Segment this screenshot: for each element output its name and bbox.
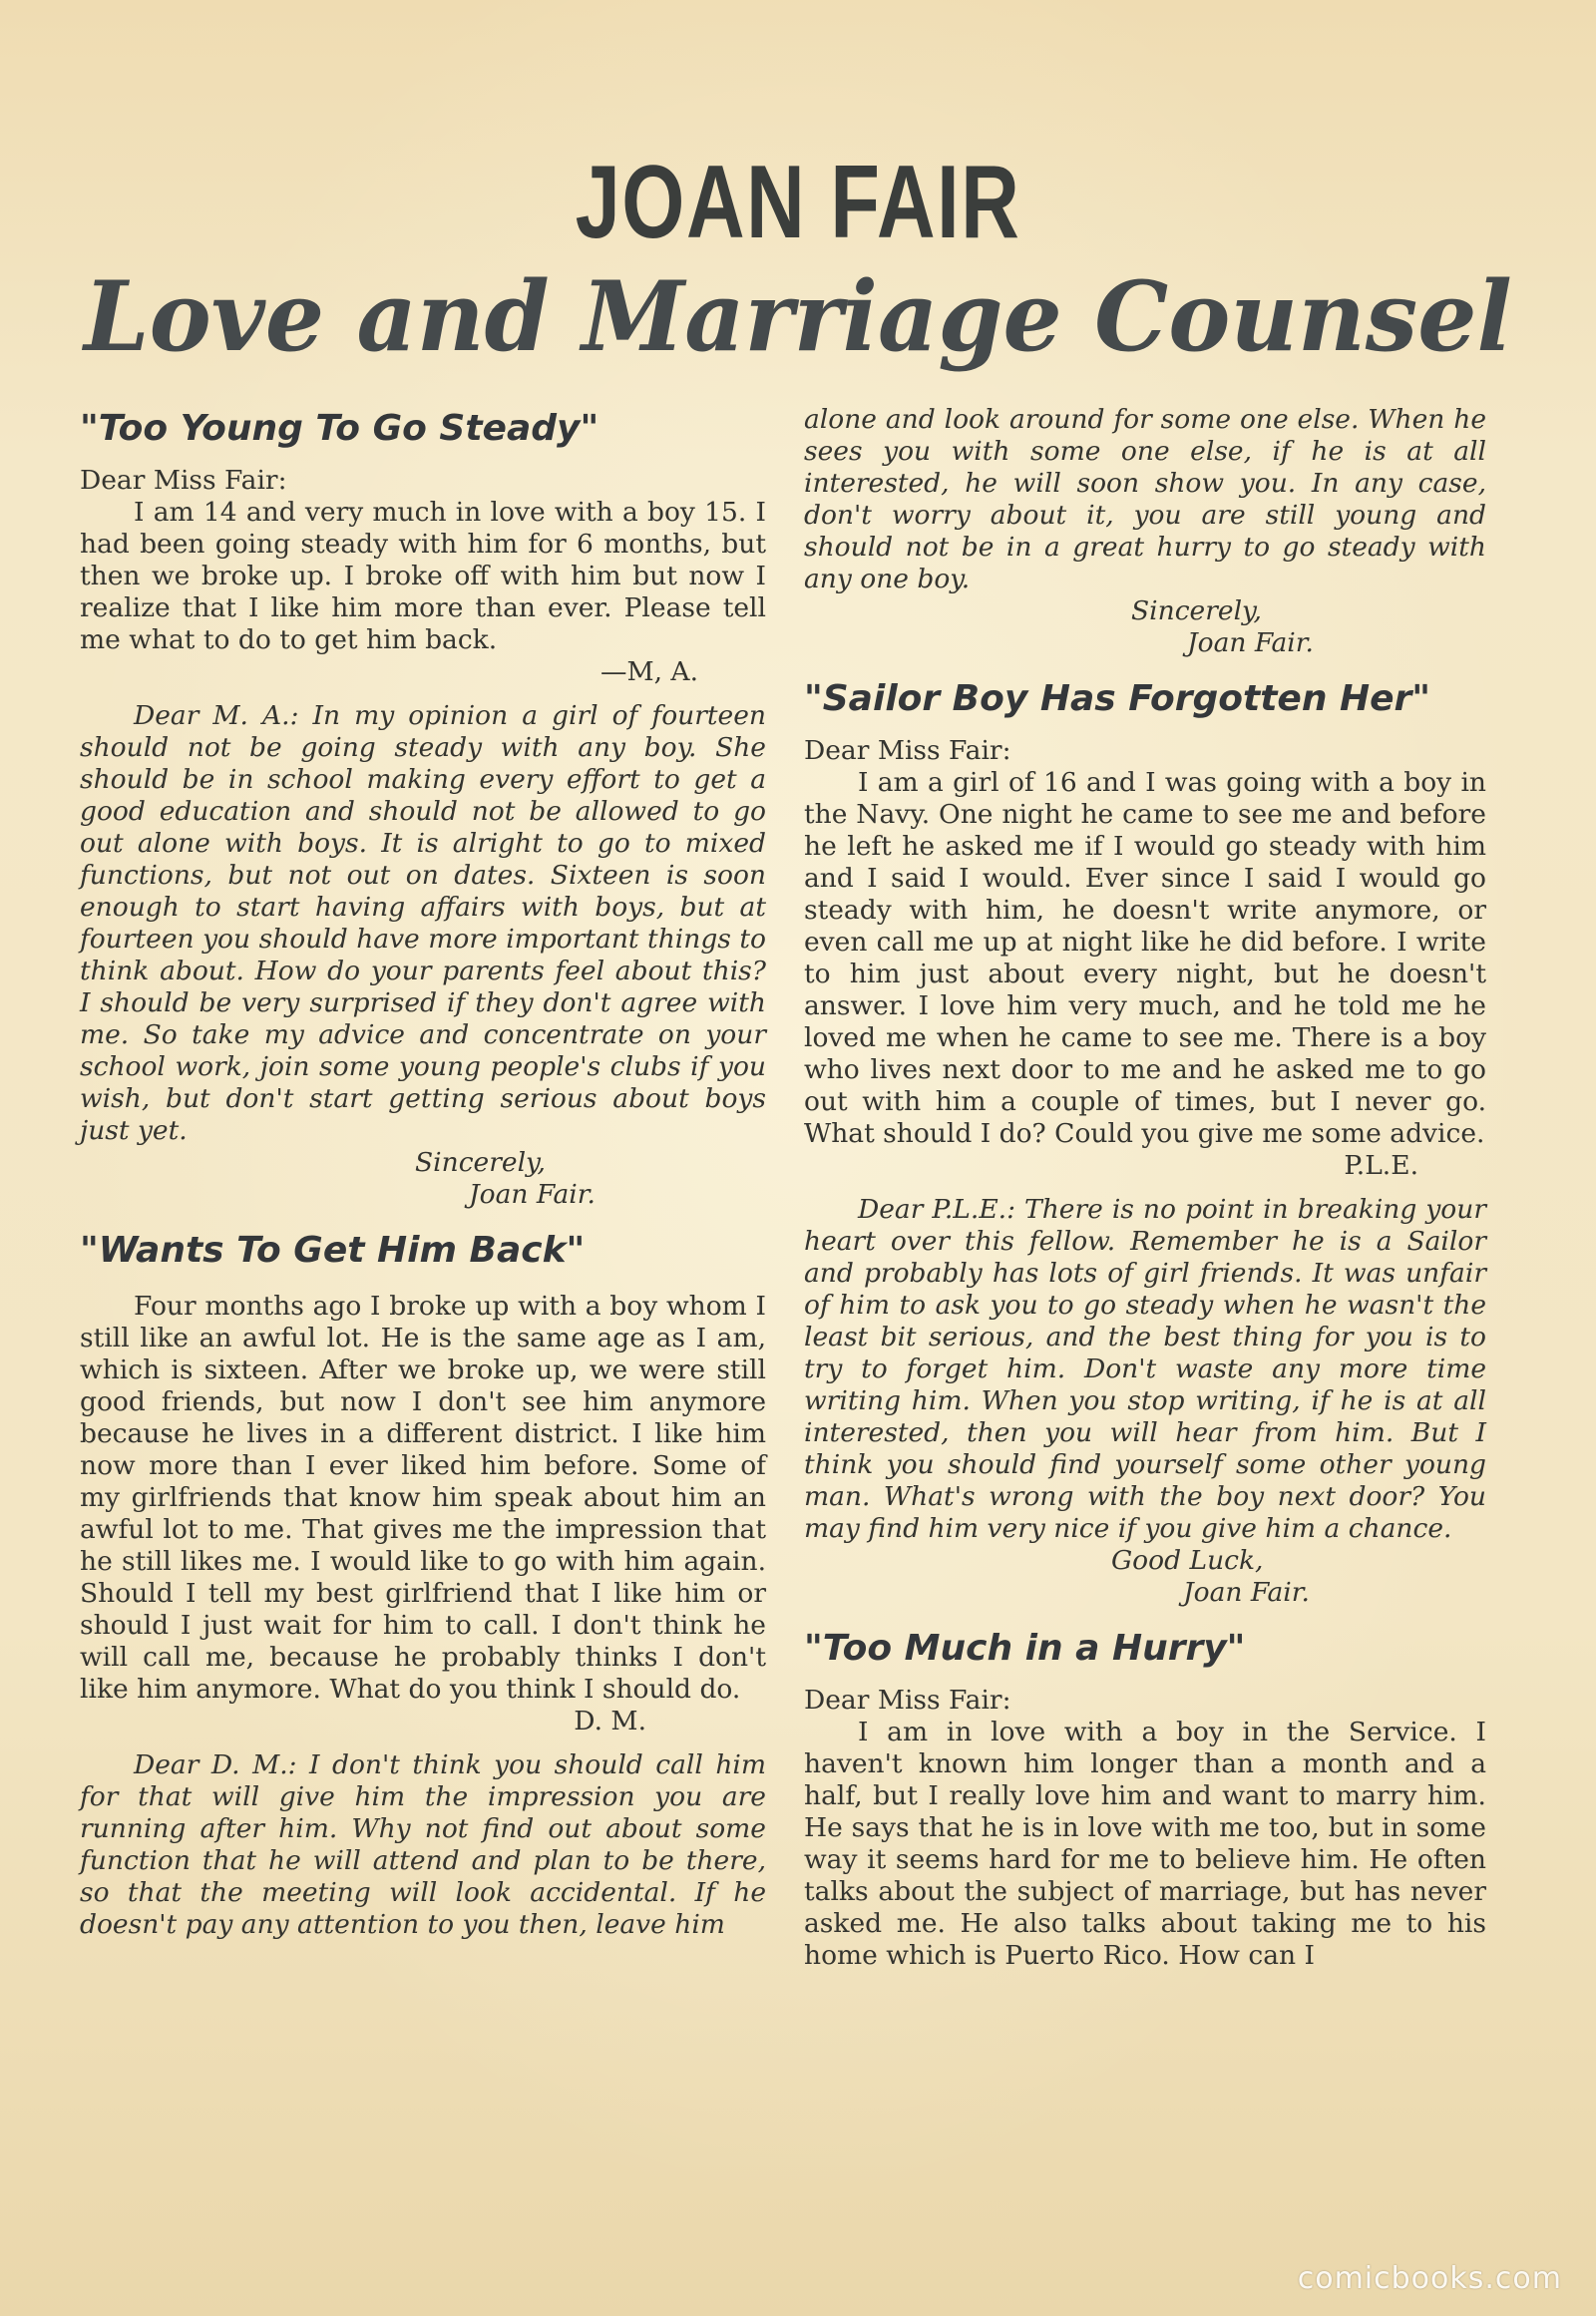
letter-body: I am in love with a boy in the Service. I haven't known him longer than a month and a half, but I really love him and want to marry him. He says that he is in love with me too, but in some way it seems hard for me to believe him. He often talks about the subject of marriage, but has never asked me. He also talks about taking me to his home which is Puerto Rico. How can I bbox=[804, 1717, 1486, 1971]
reply-continuation: alone and look around for some one else. When he sees you with some one else, if he is at all interested, he will soon show you. In any case, don't worry about it, you are still young and should not be in a great hurry to go steady with any one boy. bbox=[804, 404, 1486, 594]
letter-title-wants-him-back: "Wants To Get Him Back" bbox=[80, 1230, 586, 1271]
reply-closing: Sincerely, bbox=[1131, 595, 1262, 626]
reply-closing: Good Luck, bbox=[1111, 1545, 1264, 1576]
page-title: Love and Marriage Counsel bbox=[84, 260, 1512, 373]
column-brand: JOAN FAIR bbox=[575, 145, 1021, 260]
letter-salutation: Dear Miss Fair: bbox=[804, 1685, 1011, 1716]
reply-body: Dear M. A.: In my opinion a girl of fourteen should not be going steady with any boy. She should be in school making every effort to get a good education and should not be allowed to go out alone with boys. It is alright to go to mixed functions, but not out on dates. Sixteen is soon enough to start having affairs with boys, but at fourteen you should have more important things to think about. How do your parents feel about this? I should be very surprised if they don't agree with me. So take my advice and concentrate on your school work, join some young people's clubs if you wish, but don't start getting serious about boys just yet. bbox=[80, 700, 766, 1146]
letter-title-sailor-boy: "Sailor Boy Has Forgotten Her" bbox=[804, 678, 1431, 719]
letter-title-too-much-hurry: "Too Much in a Hurry" bbox=[804, 1628, 1246, 1669]
site-watermark: comicbooks.com bbox=[1297, 2261, 1562, 2296]
reply-closing-name: Joan Fair. bbox=[469, 1179, 596, 1210]
reply-closing-name: Joan Fair. bbox=[1187, 627, 1314, 658]
reply-body: Dear D. M.: I don't think you should call him for that will give him the impression you are running after him. Why not find out about some function that he will attend and plan to be there, so that the meeting will look accidental. If he doesn't pay any attention to you then, leave him bbox=[80, 1749, 766, 1940]
letter-signature: P.L.E. bbox=[1344, 1150, 1418, 1181]
letter-signature: D. M. bbox=[574, 1706, 646, 1737]
letter-body: I am 14 and very much in love with a boy 15. I had been going steady with him for 6 months, but then we broke up. I broke off with him but now I realize that I like him more than ever. Please tell me what to do to get him back. bbox=[80, 497, 766, 655]
reply-closing: Sincerely, bbox=[415, 1147, 546, 1178]
left-column bbox=[80, 399, 766, 1941]
letter-signature: —M, A. bbox=[599, 656, 698, 687]
letter-salutation: Dear Miss Fair: bbox=[804, 735, 1011, 766]
right-column bbox=[804, 404, 1486, 1972]
letter-salutation: Dear Miss Fair: bbox=[80, 465, 287, 496]
reply-closing-name: Joan Fair. bbox=[1183, 1577, 1310, 1608]
letter-body: I am a girl of 16 and I was going with a boy in the Navy. One night he came to see me and before he left he asked me if I would go steady with him and I said I would. Ever since I said I would go steady with him, he doesn't write anymore, or even call me up at night like he did before. I write to him just about every night, but he doesn't answer. I love him very much, and he told me he loved me when he came to see me. There is a boy who lives next door to me and he asked me to go out with him a couple of times, but I never go. What should I do? Could you give me some advice. bbox=[804, 767, 1486, 1149]
letter-body: Four months ago I broke up with a boy whom I still like an awful lot. He is the same age as I am, which is sixteen. After we broke up, we were still good friends, but now I don't see him anymore because he lives in a different district. I like him now more than I ever liked him before. Some of my girlfriends that know him speak about him an awful lot to me. That gives me the impression that he still likes me. I would like to go with him again. Should I tell my best girlfriend that I like him or should I just wait for him to call. I don't think he will call me, because he probably thinks I don't like him anymore. What do you think I should do. bbox=[80, 1291, 766, 1705]
reply-body: Dear P.L.E.: There is no point in breaking your heart over this fellow. Remember he is a Sailor and probably has lots of girl friends. It was unfair of him to ask you to go steady when he wasn't the least bit serious, and the best thing for you is to try to forget him. Don't waste any more time writing him. When you stop writing, if he is at all interested, then you will hear from him. But I think you should find yourself some other young man. What's wrong with the boy next door? You may find him very nice if you give him a chance. bbox=[804, 1194, 1486, 1544]
letter-title-too-young: "Too Young To Go Steady" bbox=[80, 408, 599, 449]
